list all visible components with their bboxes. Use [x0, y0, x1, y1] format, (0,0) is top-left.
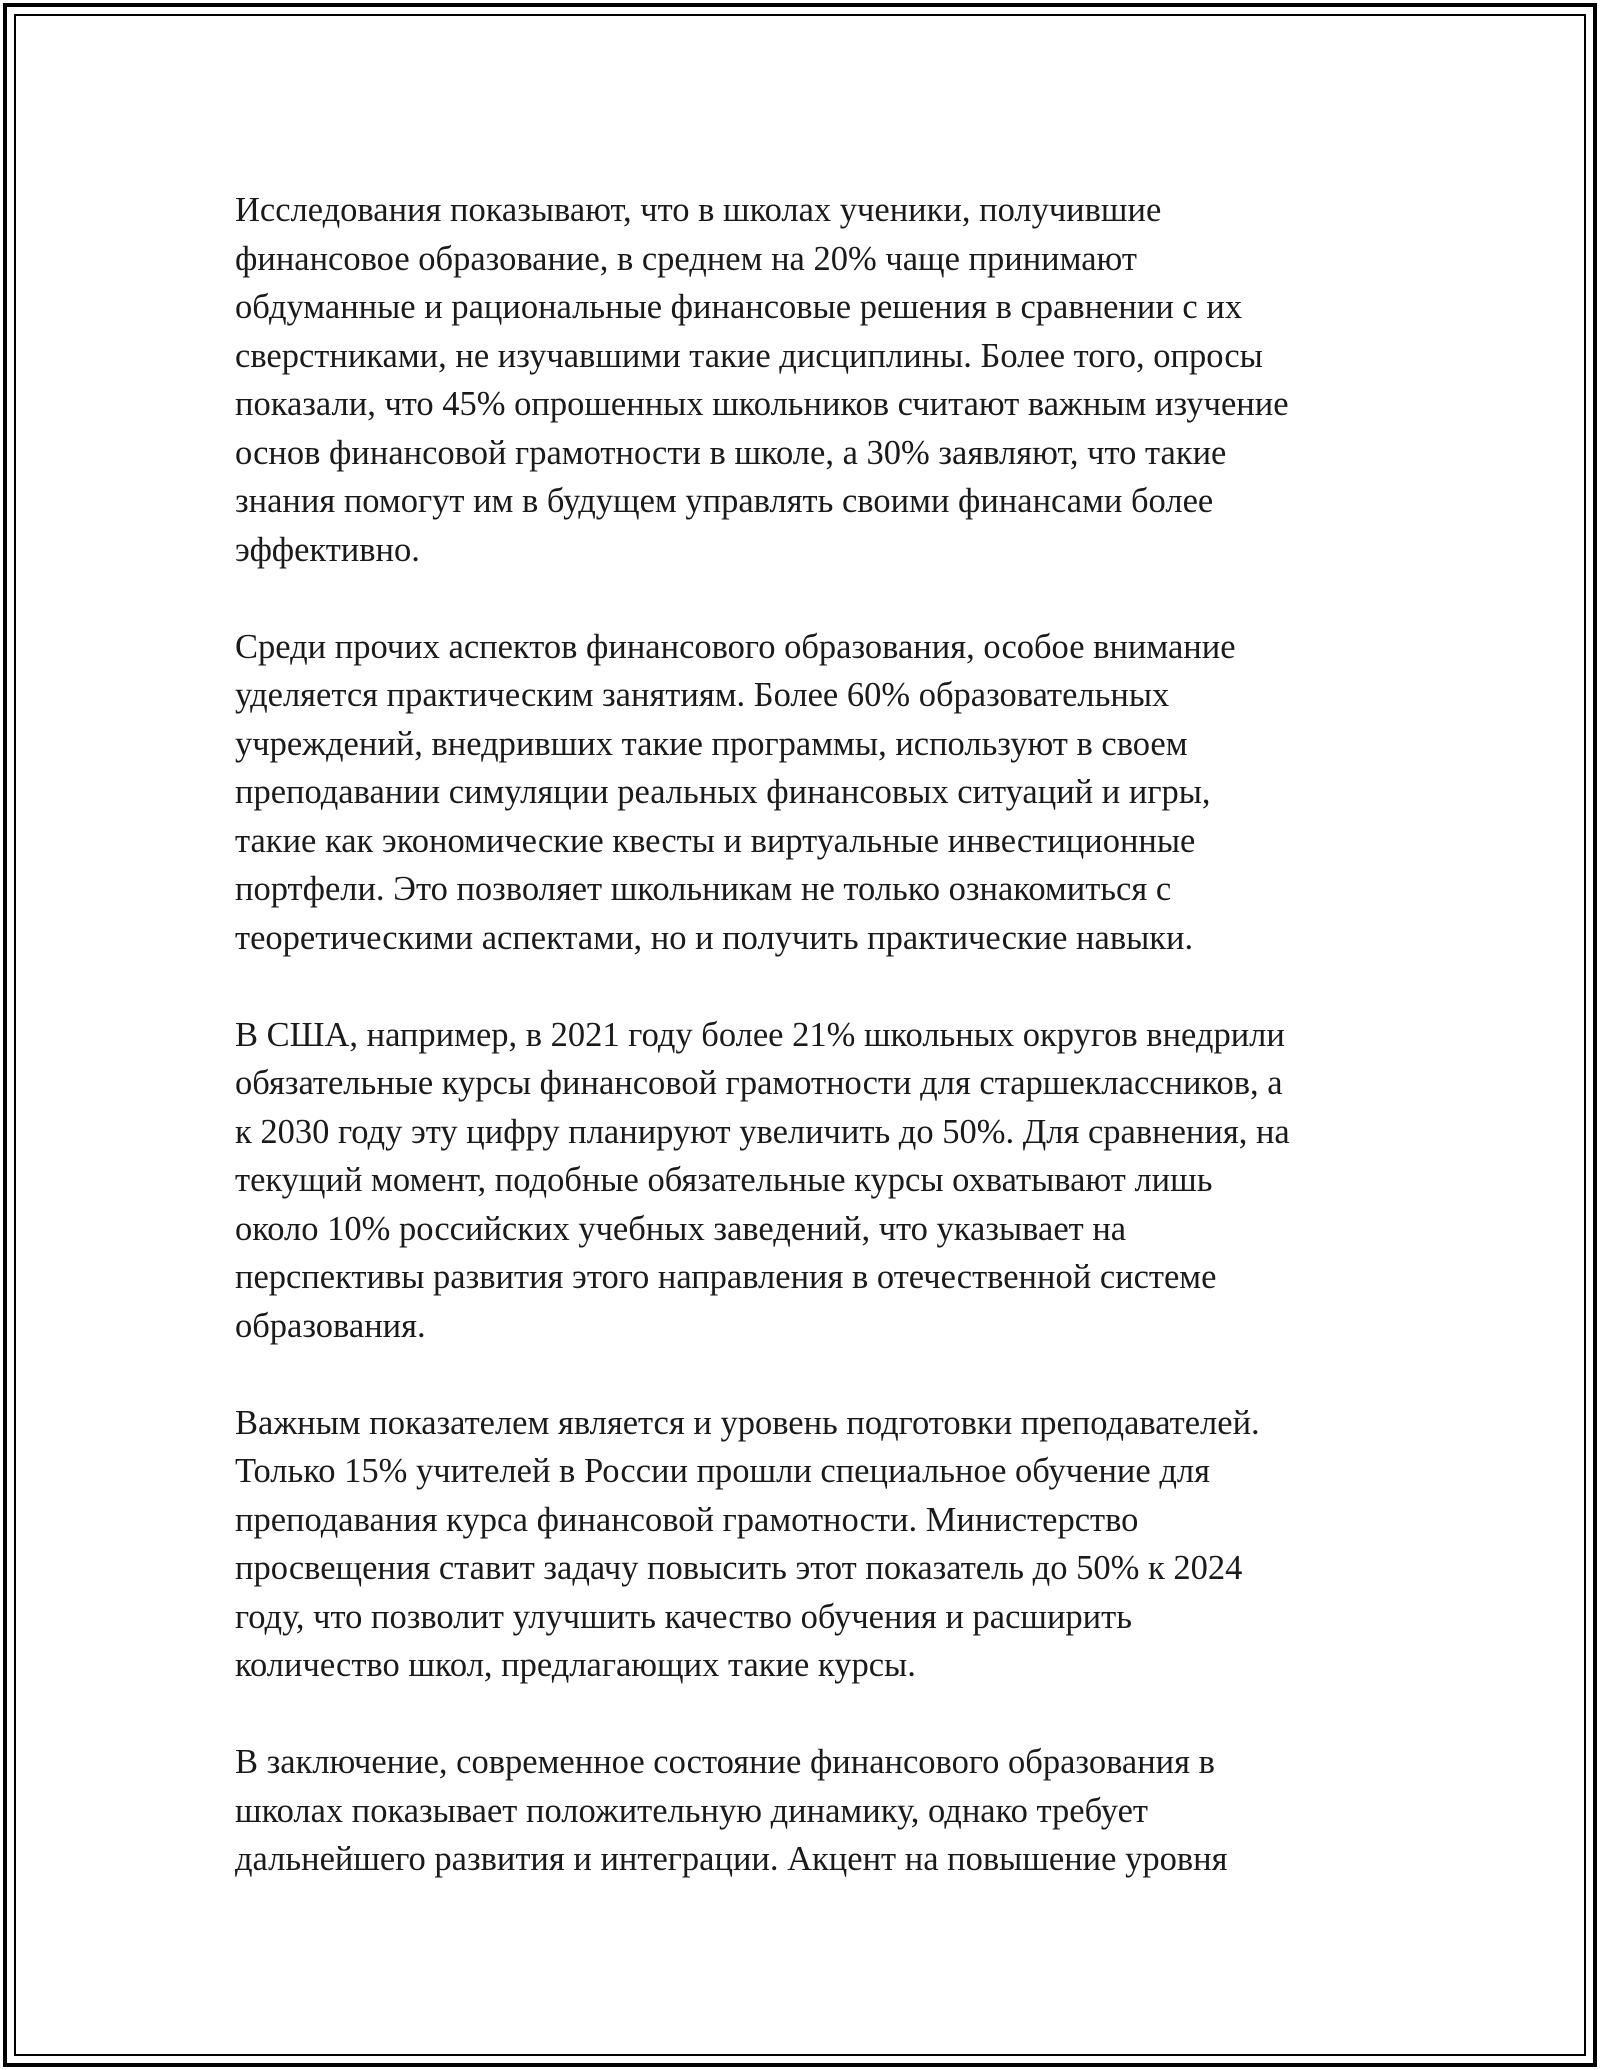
paragraph-1: Исследования показывают, что в школах ученики, получившие финансовое образование, в среднем на 20% чаще принимают обдуманные и рациональные финансовые решения в сравнении с их сверстниками, не изучавшими такие дисциплины. Более того, опросы показали, что 45% опрошенных школьников считают важным изучение основ финансовой грамотности в школе, а 30% заявляют, что такие знания помогут им в будущем управлять своими финансами более эффективно.: [235, 191, 1289, 569]
document-body: [235, 186, 1395, 1932]
paragraph-4: Важным показателем является и уровень подготовки преподавателей. Только 15% учителей в России прошли специальное обучение для преподавания курса финансовой грамотности. Министерство просвещения ставит задачу повысить этот показатель до 50% к 2024 году, что позволит улучшить качество обучения и расширить количество школ, предлагающих такие курсы.: [235, 1403, 1260, 1684]
paragraph-5: В заключение, современное состояние финансового образования в школах показывает положительную динамику, однако требует дальнейшего развития и интеграции. Акцент на повышение уровня: [235, 1743, 1228, 1878]
paragraph-3: В США, например, в 2021 году более 21% школьных округов внедрили обязательные курсы финансовой грамотности для старшеклассников, а к 2030 году эту цифру планируют увеличить до 50%. Для сравнения, на текущий момент, подобные обязательные курсы охватывают лишь около 10% российских учебных заведений, что указывает на перспективы развития этого направления в отечественной системе образования.: [235, 1015, 1290, 1345]
paragraph-2: Среди прочих аспектов финансового образования, особое внимание уделяется практическим занятиям. Более 60% образовательных учреждений, внедривших такие программы, используют в своем преподавании симуляции реальных финансовых ситуаций и игры, такие как экономические квесты и виртуальные инвестиционные портфели. Это позволяет школьникам не только ознакомиться с теоретическими аспектами, но и получить практические навыки.: [235, 627, 1236, 957]
